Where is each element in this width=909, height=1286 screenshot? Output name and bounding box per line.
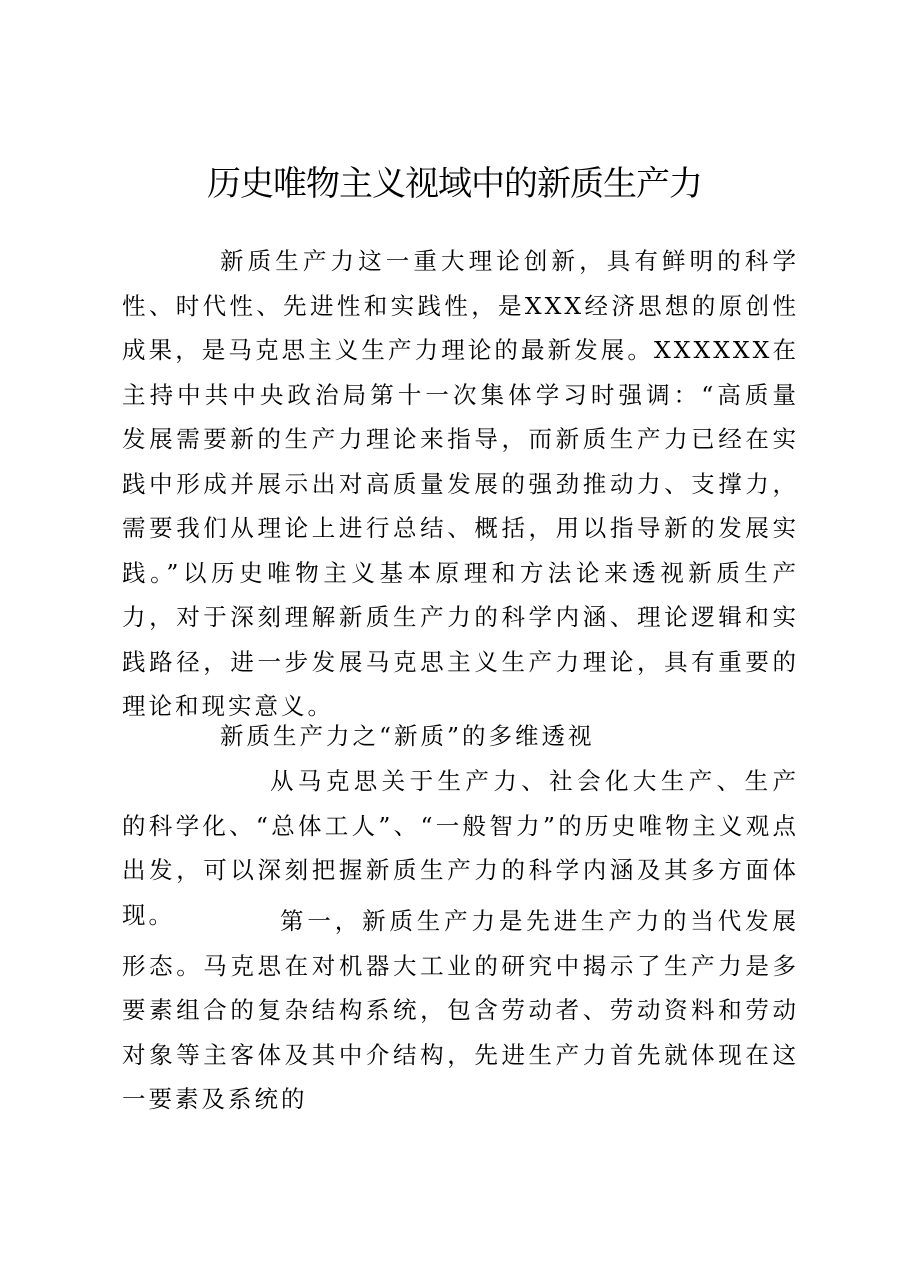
intro-paragraph: 新质生产力这一重大理论创新，具有鲜明的科学性、时代性、先进性和实践性，是XXX经济思想的原创性成果，是马克思主义生产力理论的最新发展。XXXXXX在主持中共中央政治局第十一次集体学习时强调：“高质量发展需要新的生产力理论来指导，而新质生产力已经在实践中形成并展示出对高质量发展的强劲推动力、支撑力，需要我们从理论上进行总结、概括，用以指导新的发展实践。”以历史唯物主义基本原理和方法论来透视新质生产力，对于深刻理解新质生产力的科学内涵、理论逻辑和实践路径，进一步发展马克思主义生产力理论，具有重要的理论和现实意义。 (122, 247, 799, 720)
body-paragraph: 从马克思关于生产力、社会化大生产、生产的科学化、“总体工人”、“一般智力”的历史唯物主义观点出发，可以深刻把握新质生产力的科学内涵及其多方面体现。 (122, 767, 799, 929)
document-title: 历史唯物主义视域中的新质生产力 (207, 164, 702, 204)
section-heading: 新质生产力之“新质”的多维透视 (220, 722, 595, 750)
body-paragraph: 第一，新质生产力是先进生产力的当代发展形态。马克思在对机器大工业的研究中揭示了生产力是多要素组合的复杂结构系统，包含劳动者、劳动资料和劳动对象等主客体及其中介结构，先进生产力首先就体现在这一要素及系统的 (122, 907, 799, 1113)
